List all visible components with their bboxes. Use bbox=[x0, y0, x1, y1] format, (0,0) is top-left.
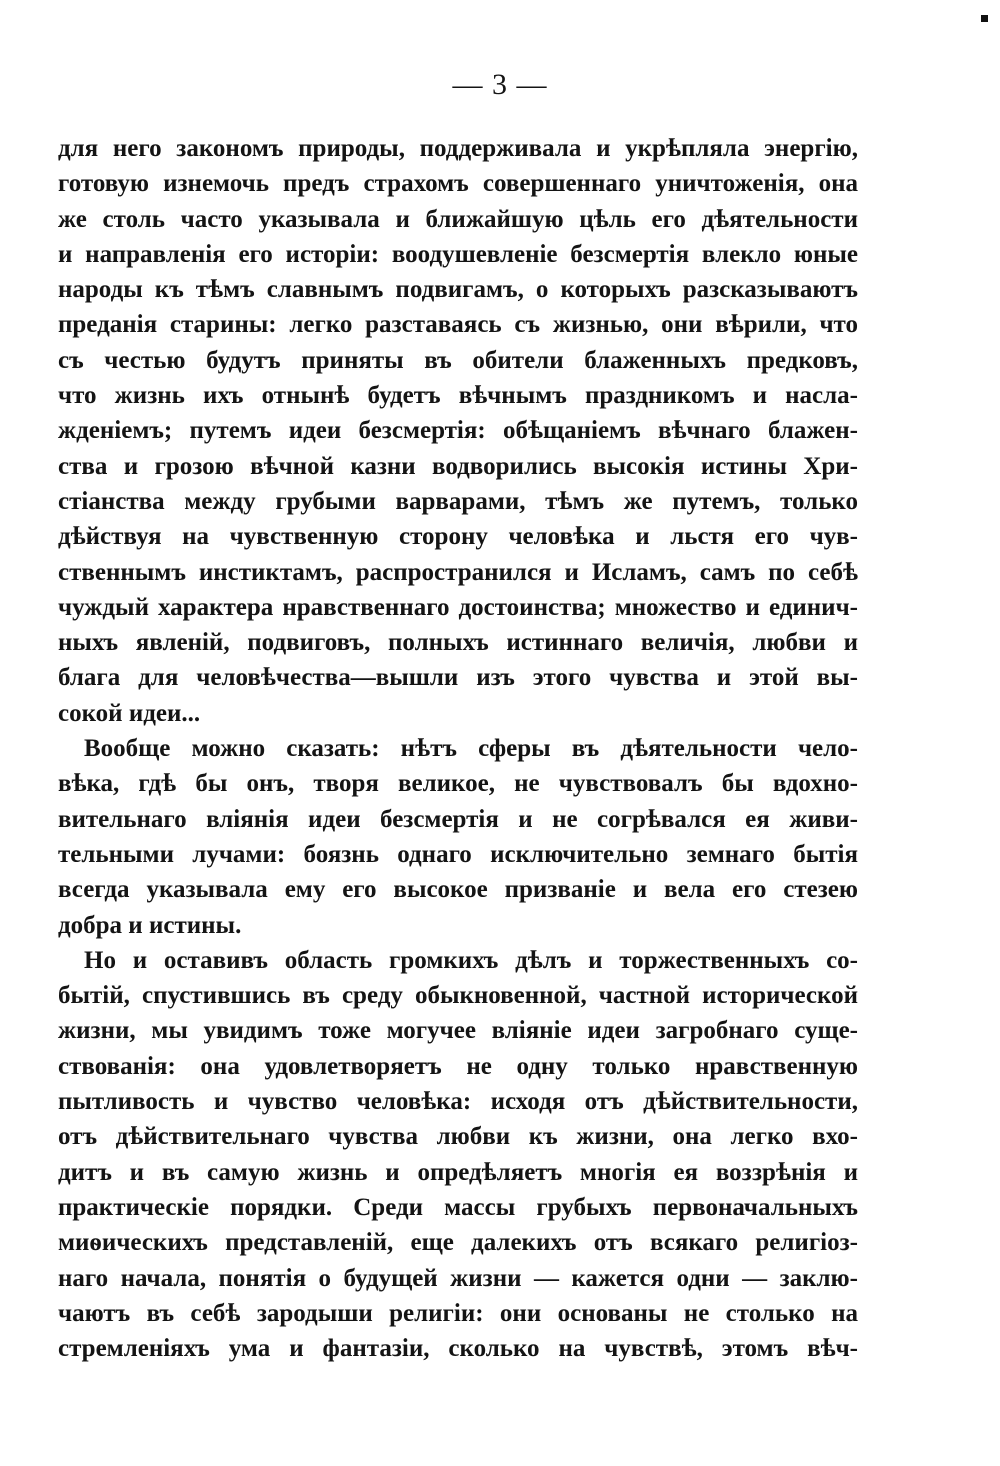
text-line: добра и истины. bbox=[58, 911, 242, 939]
text-line: стіанства между грубыми варварами, тѣмъ же путемъ, только bbox=[58, 487, 858, 515]
paragraph-1 bbox=[58, 131, 858, 731]
text-line: тельными лучами: боязнь однаго исключительно земнаго бытія bbox=[58, 840, 858, 868]
text-line: чаютъ въ себѣ зародыши религіи: они основаны не столько на bbox=[58, 1299, 858, 1327]
text-line: вительнаго вліянія идеи безсмертія и не согрѣвался ея живи- bbox=[58, 805, 858, 833]
text-line: наго начала, понятія о будущей жизни — кажется одни — заклю- bbox=[58, 1264, 858, 1292]
text-line: жденіемъ; путемъ идеи безсмертія: обѣщаніемъ вѣчнаго блажен- bbox=[58, 417, 858, 445]
text-line: ствованія: она удовлетворяетъ не одну только нравственную bbox=[58, 1052, 858, 1080]
text-line: готовую изнемочь предъ страхомъ совершеннаго уничтоженія, она bbox=[58, 170, 858, 198]
text-line: сокой идеи... bbox=[58, 699, 201, 727]
paragraph-3 bbox=[58, 943, 858, 1367]
body-text bbox=[58, 131, 858, 1366]
text-line: отъ дѣйствительнаго чувства любви къ жизни, она легко вхо- bbox=[58, 1123, 858, 1151]
text-line: народы къ тѣмъ славнымъ подвигамъ, о которыхъ разсказываютъ bbox=[58, 276, 858, 304]
text-line: Но и оставивъ область громкихъ дѣлъ и торжественныхъ со- bbox=[84, 946, 858, 974]
text-line: съ честью будутъ приняты въ обители блаженныхъ предковъ, bbox=[58, 346, 858, 374]
text-line: бытій, спустившись въ среду обыкновенной, частной исторической bbox=[58, 982, 858, 1010]
text-line: практическіе порядки. Среди массы грубыхъ первоначальныхъ bbox=[58, 1193, 858, 1221]
text-line: пытливость и чувство человѣка: исходя отъ дѣйствительности, bbox=[58, 1088, 858, 1116]
text-line: что жизнь ихъ отнынѣ будетъ вѣчнымъ праздникомъ и насла- bbox=[58, 382, 858, 410]
paragraph-2 bbox=[58, 731, 858, 943]
text-line: чуждый характера нравственнаго достоинства; множество и единич- bbox=[58, 593, 858, 621]
text-line: для него закономъ природы, поддерживала и укрѣпляла энергію, bbox=[58, 135, 858, 162]
text-line: дѣйствуя на чувственную сторону человѣка и льстя его чув- bbox=[58, 523, 858, 551]
text-line: миѳическихъ представленій, еще далекихъ отъ всякаго религіоз- bbox=[58, 1229, 858, 1257]
text-line: ства и грозою вѣчной казни водворились высокія истины Хри- bbox=[58, 452, 858, 480]
text-line: всегда указывала ему его высокое призваніе и вела его стезею bbox=[58, 876, 858, 904]
text-line: стремленіяхъ ума и фантазіи, сколько на чувствѣ, этомъ вѣч- bbox=[58, 1335, 858, 1363]
text-line: дитъ и въ самую жизнь и опредѣляетъ многія ея воззрѣнія и bbox=[58, 1158, 858, 1186]
text-line: Вообще можно сказать: нѣтъ сферы въ дѣятельности чело- bbox=[84, 735, 858, 763]
text-line: и направленія его исторіи: воодушевленіе безсмертія влекло юные bbox=[58, 240, 858, 268]
text-line: ственнымъ инстиктамъ, распространился и Исламъ, самъ по себѣ bbox=[58, 558, 858, 586]
text-line: ныхъ явленій, подвиговъ, полныхъ истиннаго величія, любви и bbox=[58, 629, 858, 657]
page-number: — 3 — bbox=[452, 68, 548, 101]
text-line: же столь часто указывала и ближайшую цѣль его дѣятельности bbox=[58, 205, 858, 233]
text-line: блага для человѣчества—вышли изъ этого чувства и этой вы- bbox=[58, 664, 858, 692]
corner-mark bbox=[981, 15, 988, 22]
text-line: преданія старины: легко разставаясь съ жизнью, они вѣрили, что bbox=[58, 311, 858, 339]
text-line: жизни, мы увидимъ тоже могучее вліяніе идеи загробнаго суще- bbox=[58, 1017, 858, 1045]
text-line: вѣка, гдѣ бы онъ, творя великое, не чувствовалъ бы вдохно- bbox=[58, 770, 858, 798]
